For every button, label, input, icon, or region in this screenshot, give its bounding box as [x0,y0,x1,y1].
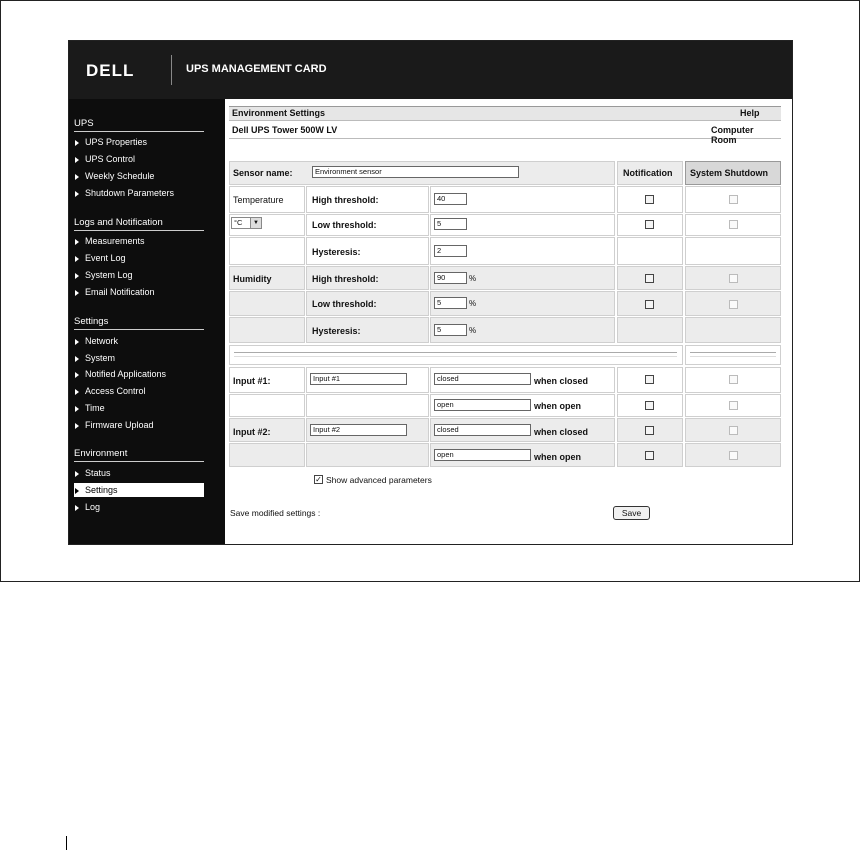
app-title: UPS MANAGEMENT CARD [186,63,327,75]
input2-open-input[interactable]: open [434,449,531,461]
sensor-name-label: Sensor name: [233,168,293,178]
help-link[interactable]: Help [740,108,760,118]
temp-high-label: High threshold: [312,195,379,205]
sidebar-item-system-log[interactable]: System Log [74,268,204,282]
temperature-unit-select[interactable]: °C ▼ [231,217,262,229]
header-bar [69,41,792,99]
show-advanced-checkbox[interactable]: ✓ [315,475,322,484]
hum-low-percent: % [469,299,477,308]
input2-when-open-label: when open [534,452,581,462]
bullet-icon [75,423,79,429]
dell-logo: DELL [86,61,135,80]
main-content [226,99,792,544]
input2-open-shutdown-checkbox[interactable] [729,451,738,460]
temp-hysteresis-label: Hysteresis: [312,247,361,257]
input2-label: Input #2: [233,427,271,437]
browser-window [68,40,793,545]
hum-low-label: Low threshold: [312,299,377,309]
save-prompt: Save modified settings : [230,508,321,518]
header-divider [171,55,172,85]
bullet-icon [75,471,79,477]
input1-name-input[interactable]: Input #1 [310,373,407,385]
input1-when-closed-label: when closed [534,376,589,386]
sidebar-item-event-log[interactable]: Event Log [74,251,204,265]
input1-blank-cell-2 [306,394,429,417]
sidebar-section-ups: UPS [74,118,204,132]
shutdown-column-label: System Shutdown [690,168,769,178]
device-location: Computer Room [711,125,754,145]
input1-open-notification-checkbox[interactable] [645,401,654,410]
input1-open-input[interactable]: open [434,399,531,411]
hum-low-shutdown-checkbox[interactable] [729,300,738,309]
save-button[interactable]: Save [613,506,650,520]
temp-hyst-notif-cell [617,237,683,265]
notification-column-label: Notification [623,168,673,178]
input2-blank-cell [229,443,305,467]
input1-when-open-label: when open [534,401,581,411]
temp-low-input[interactable]: 5 [434,218,467,230]
sidebar [69,99,225,544]
sidebar-item-time[interactable]: Time [74,401,204,415]
divider [690,352,776,357]
hum-low-input[interactable]: 5 [434,297,467,309]
hum-high-notification-checkbox[interactable] [645,274,654,283]
sidebar-item-ups-properties[interactable]: UPS Properties [74,135,204,149]
divider [234,352,677,357]
settings-title-bar [229,106,781,121]
bullet-icon [75,372,79,378]
bullet-icon [75,157,79,163]
sidebar-section-settings: Settings [74,316,204,330]
input1-closed-notification-checkbox[interactable] [645,375,654,384]
page-title: Environment Settings [232,108,326,118]
sidebar-item-status[interactable]: Status [74,466,204,480]
device-info-row [229,121,781,145]
input1-open-shutdown-checkbox[interactable] [729,401,738,410]
bullet-icon [75,488,79,494]
hum-blank-cell-2 [229,317,305,343]
input2-blank-cell-2 [306,443,429,467]
sidebar-item-weekly-schedule[interactable]: Weekly Schedule [74,169,204,183]
temp-hysteresis-input[interactable]: 2 [434,245,467,257]
humidity-label: Humidity [233,274,272,284]
device-name: Dell UPS Tower 500W LV [232,125,338,135]
hum-high-label: High threshold: [312,274,379,284]
show-advanced-label: Show advanced parameters [326,475,432,485]
temperature-label: Temperature [233,195,284,205]
page-margin-line [66,836,67,850]
hum-hysteresis-input[interactable]: 5 [434,324,467,336]
hum-low-notification-checkbox[interactable] [645,300,654,309]
bullet-icon [75,389,79,395]
temp-high-shutdown-checkbox[interactable] [729,195,738,204]
bullet-icon [75,191,79,197]
bullet-icon [75,273,79,279]
sidebar-item-network[interactable]: Network [74,334,204,348]
hum-high-shutdown-checkbox[interactable] [729,274,738,283]
bullet-icon [75,505,79,511]
temp-high-input[interactable]: 40 [434,193,467,205]
hum-hysteresis-label: Hysteresis: [312,326,361,336]
sidebar-item-shutdown-parameters[interactable]: Shutdown Parameters [74,186,204,200]
input2-name-input[interactable]: Input #2 [310,424,407,436]
sidebar-item-system[interactable]: System [74,351,204,365]
bullet-icon [75,140,79,146]
hum-hyst-shutdown-cell [685,317,781,343]
bullet-icon [75,239,79,245]
input1-closed-input[interactable]: closed [434,373,531,385]
temp-high-notification-checkbox[interactable] [645,195,654,204]
temp-blank-cell [229,237,305,265]
hum-blank-cell-1 [229,291,305,316]
chevron-down-icon: ▼ [250,218,261,228]
sidebar-item-notified-applications[interactable]: Notified Applications [74,367,204,381]
bullet-icon [75,290,79,296]
sensor-name-input[interactable]: Environment sensor [312,166,519,178]
hum-high-percent: % [469,274,477,283]
input2-closed-input[interactable]: closed [434,424,531,436]
sidebar-section-logs: Logs and Notification [74,217,204,231]
sidebar-item-settings[interactable]: Settings [74,483,204,497]
hum-hyst-percent: % [469,326,477,335]
input1-closed-shutdown-checkbox[interactable] [729,375,738,384]
input1-label: Input #1: [233,376,271,386]
input2-closed-notification-checkbox[interactable] [645,426,654,435]
temp-low-shutdown-checkbox[interactable] [729,220,738,229]
hum-hyst-notif-cell [617,317,683,343]
temp-hyst-shutdown-cell [685,237,781,265]
bullet-icon [75,174,79,180]
bullet-icon [75,256,79,262]
sidebar-item-measurements[interactable]: Measurements [74,234,204,248]
input1-blank-cell [229,394,305,417]
sidebar-item-email-notification[interactable]: Email Notification [74,285,204,299]
input2-open-notification-checkbox[interactable] [645,451,654,460]
input2-when-closed-label: when closed [534,427,589,437]
sidebar-item-log[interactable]: Log [74,500,204,514]
bullet-icon [75,406,79,412]
bullet-icon [75,339,79,345]
bullet-icon [75,356,79,362]
sidebar-section-environment: Environment [74,448,204,462]
temp-low-label: Low threshold: [312,220,377,230]
sidebar-item-ups-control[interactable]: UPS Control [74,152,204,166]
input2-closed-shutdown-checkbox[interactable] [729,426,738,435]
sidebar-item-firmware-upload[interactable]: Firmware Upload [74,418,204,432]
temp-low-notification-checkbox[interactable] [645,220,654,229]
hum-high-input[interactable]: 90 [434,272,467,284]
sidebar-item-access-control[interactable]: Access Control [74,384,204,398]
